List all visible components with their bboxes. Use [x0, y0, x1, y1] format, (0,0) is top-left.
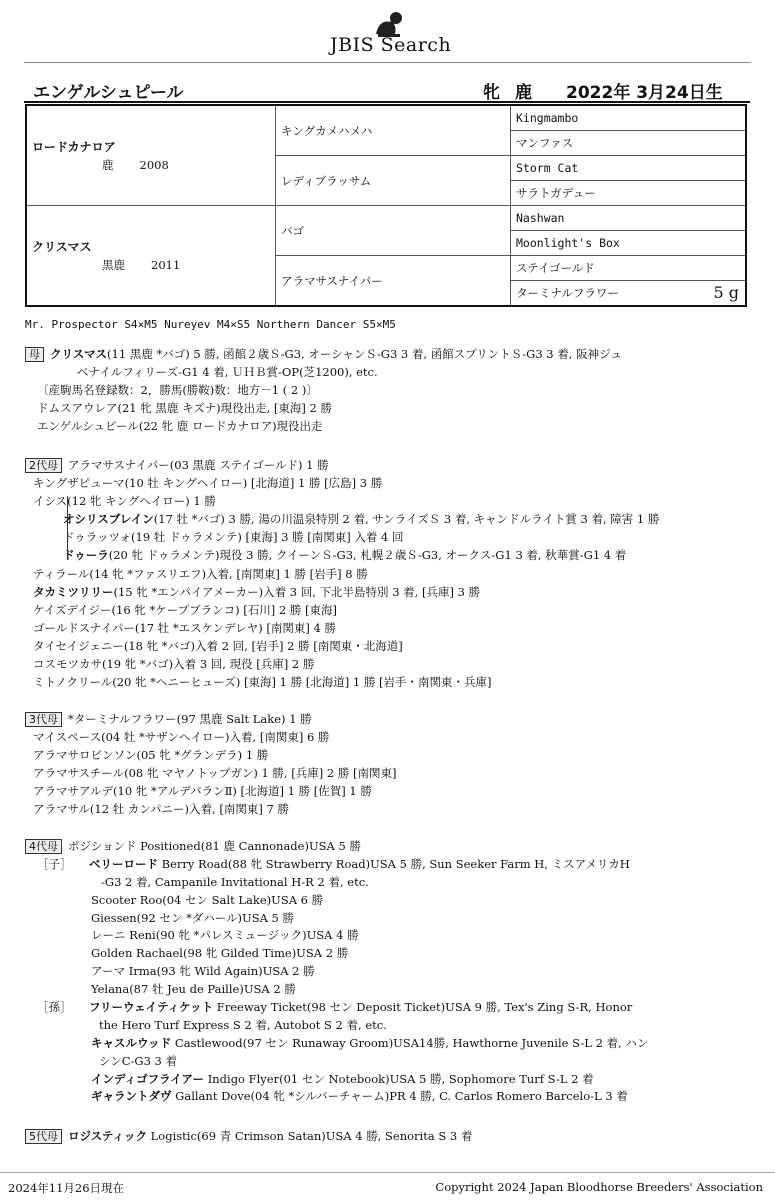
divider [24, 101, 750, 103]
divider [0, 1172, 775, 1173]
pedigree-g2-cell: アラマサスナイパー [276, 256, 511, 307]
third-dam-section [25, 710, 755, 818]
record-line [25, 1127, 755, 1145]
record-line [25, 909, 755, 927]
record-text: アラマサル(12 牡 カンパニー)入着, [南関東] 7 勝 [33, 802, 289, 816]
record-text: イシス(12 牝 キングヘイロー) 1 勝 [33, 494, 216, 509]
horse-name-bold: オシリスブレイン [63, 512, 154, 527]
generation-tag: 4代母 [25, 839, 62, 854]
horse-name-bold: クリスマス [50, 347, 108, 361]
pedigree-weight: 5 g [713, 283, 739, 302]
record-text: Indigo Flyer(01 セン Notebook)USA 5 勝, Sophomore Turf S-L 2 着 [204, 1071, 594, 1086]
record-text: マイスペース(04 牡 *サザンヘイロー)入着, [南関東] 6 勝 [33, 730, 330, 744]
record-text: -G3 2 着, Campanile Invitational H-R 2 着, etc. [101, 874, 369, 889]
record-line [25, 456, 755, 474]
record-text: Berry Road(88 牝 Strawberry Road)USA 5 勝, Sun Seeker Farm H, ミスアメリカH [158, 856, 630, 871]
record-text: ドゥラッツォ(19 牡 ドゥラメンテ) [東海] 3 勝 [南関東] 入着 4 回 [63, 530, 404, 545]
pedigree-sire [26, 105, 276, 206]
record-text: ティラール(14 牝 *ファスリエフ)入着, [南関東] 1 勝 [岩手] 8 勝 [33, 566, 368, 581]
pedigree-g2-cell: レディブラッサム [276, 156, 511, 206]
record-line [25, 800, 755, 818]
pedigree-g3-cell [511, 281, 747, 307]
record-line [25, 528, 755, 546]
record-line [25, 417, 755, 435]
record-line [25, 873, 755, 891]
pedigree-g3-cell: ステイゴールド [511, 256, 747, 281]
record-text: キングザピューマ(10 牡 キングヘイロー) [北海道] 1 勝 [広島] 3 勝 [33, 476, 383, 491]
record-text: Gallant Dove(04 牝 *シルバーチャーム)PR 4 勝, C. Carlos Romero Barcelo-L 3 着 [171, 1089, 628, 1104]
record-line [25, 637, 755, 655]
sire-color: 鹿 [102, 158, 114, 172]
horse-birthdate: 2022年 3月24日生 [566, 83, 723, 103]
record-line [25, 837, 755, 855]
inbreeding-summary: Mr. Prospector S4×M5 Nureyev M4×S5 Northern Dancer S5×M5 [25, 318, 396, 331]
pedigree-table [25, 104, 747, 307]
horse-name-bold: ロジスティック [68, 1129, 148, 1143]
dam-color: 黒鹿 [102, 258, 125, 272]
record-text: コスモツカサ(19 牝 *バゴ)入着 3 回, 現役 [兵庫] 2 勝 [33, 657, 315, 672]
record-line [25, 998, 755, 1016]
record-line [25, 474, 755, 492]
record-text: アラマサスチール(08 牝 マヤノトップガン) 1 勝, [兵庫] 2 勝 [南関東] [33, 766, 397, 780]
record-line [25, 710, 755, 728]
record-line [25, 962, 755, 980]
record-text: レーニ Reni(90 牝 *パレスミュージック)USA 4 勝 [91, 928, 359, 943]
record-text: ポジションド Positioned(81 鹿 Cannonade)USA 5 勝 [68, 839, 361, 853]
record-line [25, 381, 755, 399]
second-dam-section [25, 456, 755, 691]
pedigree-g3-cell: Moonlight's Box [511, 231, 747, 256]
horse-name-bold: キャスルウッド [91, 1035, 172, 1050]
dam-section [25, 345, 755, 435]
record-text: the Hero Turf Express S 2 着, Autobot S 2 着, etc. [99, 1017, 387, 1032]
record-text: アラマサスナイパー(03 黒鹿 ステイゴールド) 1 勝 [68, 458, 329, 472]
record-text: Golden Rachael(98 牝 Gilded Time)USA 2 勝 [91, 946, 349, 961]
generation-tag: 2代母 [25, 458, 62, 473]
record-line [25, 764, 755, 782]
record-text: 〔産駒馬名登録数：2，勝馬(勝鞍)数：地方－1 ( 2 )〕 [37, 383, 318, 397]
record-line [25, 673, 755, 691]
record-text: Yelana(87 牡 Jeu de Paille)USA 2 勝 [91, 982, 296, 997]
pedigree-dam [26, 206, 276, 307]
pedigree-g2-cell: キングカメハメハ [276, 105, 511, 156]
record-line [25, 565, 755, 583]
record-text: (17 牡 *バゴ) 3 勝, 湯の川温泉特別 2 着, サンライズＳ 3 着, キャンドルライト賞 3 着, 障害 1 勝 [153, 512, 660, 527]
record-text: ケイズデイジー(16 牝 *ケープブランコ) [石川] 2 勝 [東海] [33, 602, 338, 617]
record-line [25, 1052, 755, 1070]
horse-color: 鹿 [515, 83, 532, 103]
pedigree-g3-cell: サラトガデュー [511, 181, 747, 206]
record-line [25, 855, 755, 873]
record-text: エンゲルシュピール(22 牝 鹿 ロードカナロア)現役出走 [37, 419, 323, 433]
footer-date: 2024年11月26日現在 [8, 1181, 125, 1195]
record-text: Castlewood(97 セン Runaway Groom)USA14勝, Hawthorne Juvenile S-L 2 着, ハン [171, 1035, 649, 1050]
record-line [25, 583, 755, 601]
record-text: ゴールドスナイパー(17 牡 *エスケンデレヤ) [南関東] 4 勝 [33, 620, 337, 635]
horse-name-bold: タカミツリリー [33, 584, 114, 599]
record-line [25, 492, 755, 510]
record-line [25, 619, 755, 637]
record-text: シンC-G3 3 着 [99, 1053, 178, 1068]
record-line [25, 1087, 755, 1105]
record-text: (20 牝 ドゥラメンテ)現役 3 勝, クイーンＳ-G3, 札幌２歳Ｓ-G3, オークス-G1 3 着, 秋華賞-G1 4 着 [108, 548, 627, 563]
logo-text: JBIS Search [330, 34, 452, 56]
footer-copyright: Copyright 2024 Japan Bloodhorse Breeders' Association [435, 1180, 763, 1194]
tree-connector [67, 496, 68, 560]
fourth-dam-section [25, 837, 755, 1105]
fifth-dam-section [25, 1127, 755, 1145]
horse-name-bold: インディゴフライアー [91, 1071, 205, 1086]
record-line [25, 601, 755, 619]
horse-header [33, 78, 745, 103]
record-text: ベナイルフィリーズ-G1 4 着, ＵＨＢ賞-OP(芝1200), etc. [77, 365, 378, 379]
record-line [25, 510, 755, 528]
record-text: Logistic(69 青 Crimson Satan)USA 4 勝, Senorita S 3 着 [147, 1129, 473, 1143]
record-text: Scooter Roo(04 セン Salt Lake)USA 6 勝 [91, 892, 324, 907]
pedigree-g3-cell: マンファス [511, 131, 747, 156]
record-text: Giessen(92 セン *ダハール)USA 5 勝 [91, 910, 295, 925]
pedigree-g3-cell: Storm Cat [511, 156, 747, 181]
horse-sex: 牝 [483, 83, 500, 103]
record-text: (15 牝 *エンパイアメーカー)入着 3 回, 下北半島特別 3 着, [兵庫] 3 勝 [113, 584, 481, 599]
record-line [25, 546, 755, 564]
record-text: Freeway Ticket(98 セン Deposit Ticket)USA 9 勝, Tex's Zing S-R, Honor [213, 1000, 633, 1015]
record-text: ミトノクリール(20 牝 *ヘニーヒューズ) [東海] 1 勝 [北海道] 1 勝 [岩手・南関東・兵庫] [33, 675, 492, 690]
sire-name: ロードカナロア [32, 140, 116, 154]
generation-tag: 5代母 [25, 1129, 62, 1144]
pedigree-g3-cell: Nashwan [511, 206, 747, 231]
horse-name: エンゲルシュピール [33, 83, 184, 103]
horse-name-bold: ベリーロード [89, 856, 158, 871]
record-line [25, 1016, 755, 1034]
horse-name-bold: ギャラントダヴ [91, 1089, 172, 1104]
record-text: *ターミナルフラワー(97 黒鹿 Salt Lake) 1 勝 [68, 712, 312, 726]
sire-year: 2008 [139, 158, 169, 172]
dam-name: クリスマス [32, 240, 92, 254]
record-line [25, 944, 755, 962]
horse-name-bold: フリーウェイティケット [89, 1000, 214, 1015]
relation-label: ［子］ [37, 856, 72, 871]
record-text: (11 黒鹿 *バゴ) 5 勝, 函館２歳Ｓ-G3, オーシャンＳ-G3 3 着, 函館スプリントＳ-G3 3 着, 阪神ジュ [107, 347, 622, 361]
record-text: アーマ Irma(93 牝 Wild Again)USA 2 勝 [91, 964, 315, 979]
pedigree-g3-name: ターミナルフラワー [516, 286, 619, 300]
record-line [25, 1070, 755, 1088]
logo [0, 6, 775, 54]
record-text: ドムスアウレア(21 牝 黒鹿 キズナ)現役出走, [東海] 2 勝 [37, 401, 333, 415]
record-line [25, 926, 755, 944]
record-text: タイセイジェニー(18 牝 *バゴ)入着 2 回, [岩手] 2 勝 [南関東・北海道] [33, 638, 403, 653]
relation-label: ［孫］ [37, 1000, 72, 1015]
record-line [25, 891, 755, 909]
generation-tag: 3代母 [25, 712, 62, 727]
divider [24, 62, 751, 63]
record-line [25, 728, 755, 746]
record-line [25, 1034, 755, 1052]
record-line [25, 782, 755, 800]
record-text: アラマサアルデ(10 牝 *アルデバランⅡ) [北海道] 1 勝 [佐賀] 1 勝 [33, 784, 372, 798]
pedigree-g3-cell: Kingmambo [511, 105, 747, 131]
record-line [25, 363, 755, 381]
record-line [25, 655, 755, 673]
horse-name-bold: ドゥーラ [63, 548, 109, 563]
record-line [25, 980, 755, 998]
record-line [25, 345, 755, 363]
record-line [25, 399, 755, 417]
pedigree-g2-cell: バゴ [276, 206, 511, 256]
generation-tag: 母 [25, 347, 44, 362]
dam-year: 2011 [151, 258, 181, 272]
record-text: アラマサロビンソン(05 牝 *グランデラ) 1 勝 [33, 748, 269, 762]
record-line [25, 746, 755, 764]
